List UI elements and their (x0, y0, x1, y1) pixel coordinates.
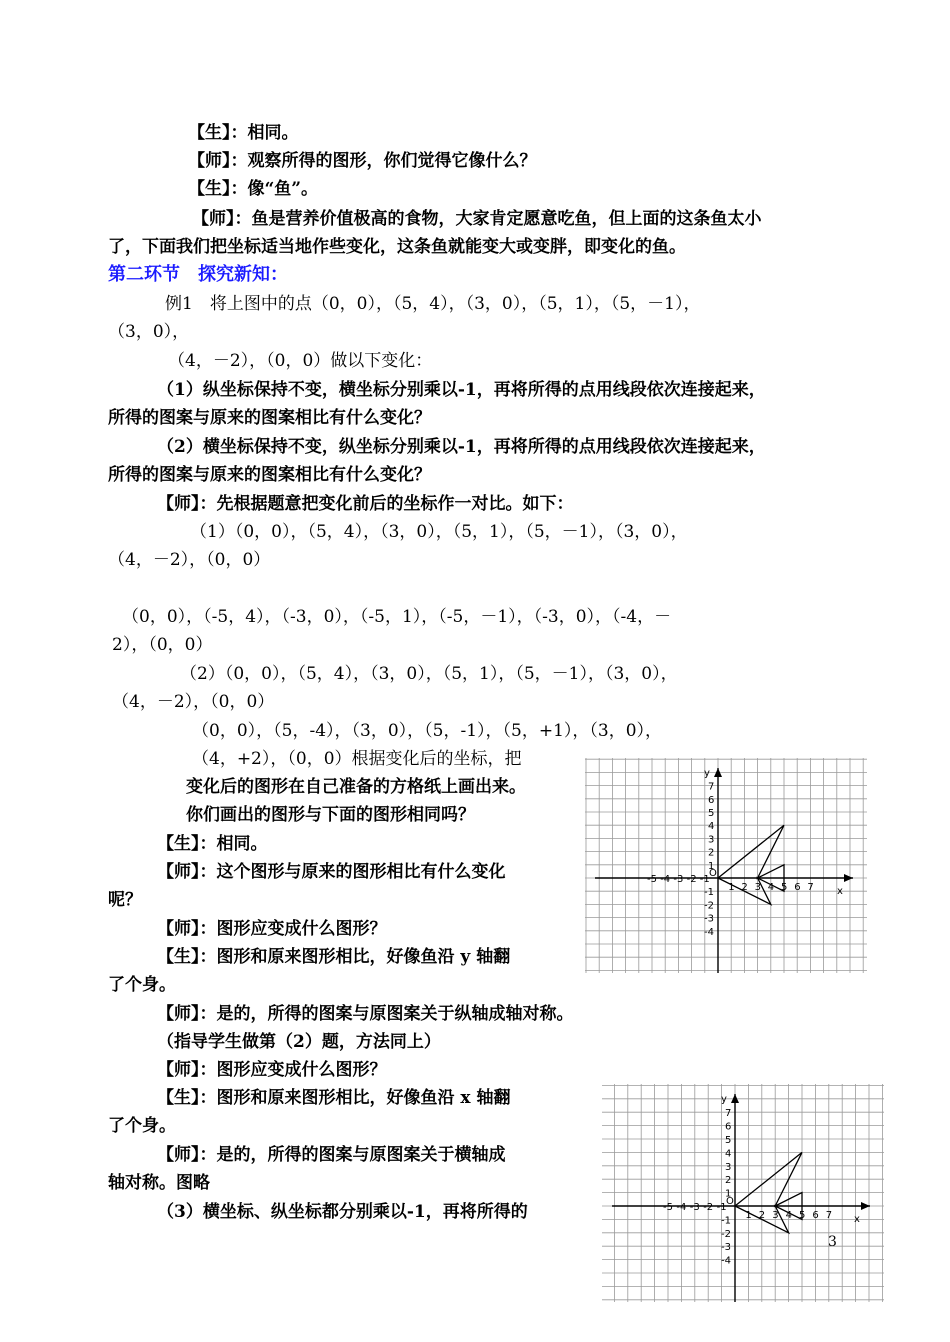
question-line: 所得的图案与原来的图案相比有什么变化？ (108, 408, 431, 428)
graph-svg-2 (602, 1084, 884, 1302)
y-tick-label: 5 (708, 808, 715, 819)
y-tick-label: -4 (721, 1255, 731, 1267)
x-tick-label: 5 (781, 882, 788, 893)
y-tick-label: 7 (725, 1108, 732, 1120)
y-tick-label: -2 (704, 900, 714, 912)
x-tick-label: 6 (812, 1210, 819, 1221)
x-tick-label: -4 (676, 1202, 687, 1213)
x-tick-label: -4 (660, 874, 671, 885)
x-tick-label: 6 (794, 882, 801, 893)
origin-label: O (726, 1196, 734, 1207)
question-line: （2）横坐标保持不变，纵坐标分别乘以-1，再将所得的点用线段依次连接起来， (157, 437, 766, 457)
dialog-line: 【师】：这个图形与原来的图形相比有什么变化 (157, 862, 506, 882)
dialog-line: 【师】：先根据题意把变化前后的坐标作一对比。如下： (157, 494, 574, 514)
y-tick-label: -3 (704, 913, 714, 925)
dialog-line: 【师】：是的，所得的图案与原图案关于纵轴成轴对称。 (157, 1004, 574, 1024)
dialog-line: （3）横坐标、纵坐标都分别乘以-1，再将所得的 (157, 1202, 528, 1222)
x-tick-label: -5 (663, 1202, 673, 1213)
y-tick-label: 1 (708, 860, 715, 872)
dialog-line: 【生】：像“鱼”。 (188, 179, 319, 199)
page-number: 3 (828, 1234, 837, 1250)
x-tick-label: 2 (741, 882, 748, 893)
x-axis-label: x (854, 1214, 860, 1225)
dialog-line: 了个身。 (108, 1116, 176, 1136)
coords-line: （4，－2），（0，0） (108, 550, 271, 570)
coords-line: （0，0），（-5，4），（-3，0），（-5，1），（-5，－1），（-3，0），（-4，－ (122, 607, 672, 627)
x-tick-label: 3 (754, 882, 761, 893)
y-tick-label: 4 (725, 1148, 732, 1160)
dialog-line: （指导学生做第（2）题，方法同上） (157, 1032, 441, 1052)
coords-line: （1）（0，0），（5，4），（3，0），（5，1），（5，－1），（3，0）， (190, 522, 688, 542)
x-tick-label: 1 (745, 1210, 752, 1221)
y-tick-label: 2 (725, 1175, 732, 1187)
dialog-line: 你们画出的图形与下面的图形相同吗？ (186, 805, 475, 825)
y-tick-label: 6 (708, 794, 715, 806)
coords-line: （4，+2），（0，0）根据变化后的坐标，把 (192, 749, 522, 769)
dialog-line: 【师】：是的，所得的图案与原图案关于横轴成 (157, 1145, 506, 1165)
x-tick-label: 4 (767, 882, 775, 893)
x-tick-label: 7 (825, 1210, 833, 1221)
y-tick-label: -4 (704, 926, 714, 938)
x-tick-label: 3 (772, 1210, 779, 1221)
dialog-line: 轴对称。图略 (108, 1173, 210, 1193)
y-tick-label: 6 (725, 1121, 732, 1133)
y-tick-label: -2 (721, 1228, 731, 1240)
x-axis-arrow (844, 874, 853, 882)
x-tick-label: -3 (673, 874, 684, 885)
dialog-line: 【生】：相同。 (157, 834, 268, 854)
x-tick-label: -3 (689, 1202, 700, 1213)
x-tick-label: -5 (647, 874, 657, 885)
question-line: （1）纵坐标保持不变，横坐标分别乘以-1，再将所得的点用线段依次连接起来， (157, 380, 766, 400)
example-line: 例1 将上图中的点（0，0），（5，4），（3，0），（5，1），（5，－1）， (165, 294, 701, 314)
coordinate-graph-2 (602, 1084, 884, 1302)
x-tick-label: -2 (703, 1202, 714, 1213)
x-tick-label: 1 (728, 882, 735, 893)
y-tick-label: -1 (721, 1215, 731, 1227)
dialog-line: 【师】：鱼是营养价值极高的食物，大家肯定愿意吃鱼，但上面的这条鱼太小 (192, 209, 762, 229)
dialog-line: 变化后的图形在自己准备的方格纸上画出来。 (186, 777, 526, 797)
x-tick-label: 7 (807, 882, 814, 893)
y-tick-label: 7 (708, 781, 715, 793)
x-tick-label: 2 (758, 1210, 766, 1221)
dialog-line: 【师】：图形应变成什么图形？ (157, 919, 387, 939)
x-axis-label: x (837, 886, 843, 897)
dialog-line: 【师】：图形应变成什么图形？ (157, 1060, 387, 1080)
coords-line: （0，0），（5，-4），（3，0），（5，-1），（5，+1），（3，0）， (192, 721, 663, 741)
x-tick-label: -2 (686, 874, 697, 885)
coords-line: （2）（0，0），（5，4），（3，0），（5，1），（5，－1），（3，0）， (180, 664, 678, 684)
y-tick-label: 3 (725, 1161, 732, 1173)
section-heading: 第二环节 探究新知： (108, 264, 288, 285)
y-tick-label: -3 (721, 1242, 731, 1254)
graph-svg-1 (585, 758, 867, 973)
coords-line: （4，－2），（0，0） (112, 692, 275, 712)
y-axis-label: y (704, 768, 710, 779)
y-tick-label: -1 (704, 887, 714, 899)
question-line: 所得的图案与原来的图案相比有什么变化？ (108, 465, 431, 485)
x-tick-label: 4 (785, 1210, 792, 1221)
y-tick-label: 4 (708, 821, 715, 833)
dialog-line: 了个身。 (108, 975, 176, 995)
y-tick-label: 1 (725, 1188, 732, 1200)
y-axis-label: y (721, 1094, 727, 1105)
y-tick-label: 2 (708, 847, 715, 859)
x-tick-label: -1 (716, 1202, 727, 1213)
x-tick-label: 5 (799, 1210, 806, 1221)
coords-line: 2），（0，0） (112, 635, 213, 655)
dialog-line: 【生】：图形和原来图形相比，好像鱼沿 x 轴翻 (157, 1088, 511, 1108)
coordinate-graph-1 (585, 758, 867, 973)
y-tick-label: 5 (725, 1135, 732, 1146)
dialog-line: 【生】：相同。 (188, 123, 299, 143)
dialog-line: 了，下面我们把坐标适当地作些变化，这条鱼就能变大或变胖，即变化的鱼。 (108, 237, 686, 257)
origin-label: O (709, 868, 717, 879)
x-tick-label: -1 (699, 874, 710, 885)
example-line: （3，0）， (108, 322, 190, 342)
example-line: （4，－2），（0，0）做以下变化： (168, 351, 433, 371)
y-tick-label: 3 (708, 834, 715, 846)
dialog-line: 【师】：观察所得的图形，你们觉得它像什么？ (188, 151, 537, 171)
dialog-line: 【生】：图形和原来图形相比，好像鱼沿 y 轴翻 (157, 947, 511, 967)
dialog-line: 呢？ (108, 890, 142, 910)
